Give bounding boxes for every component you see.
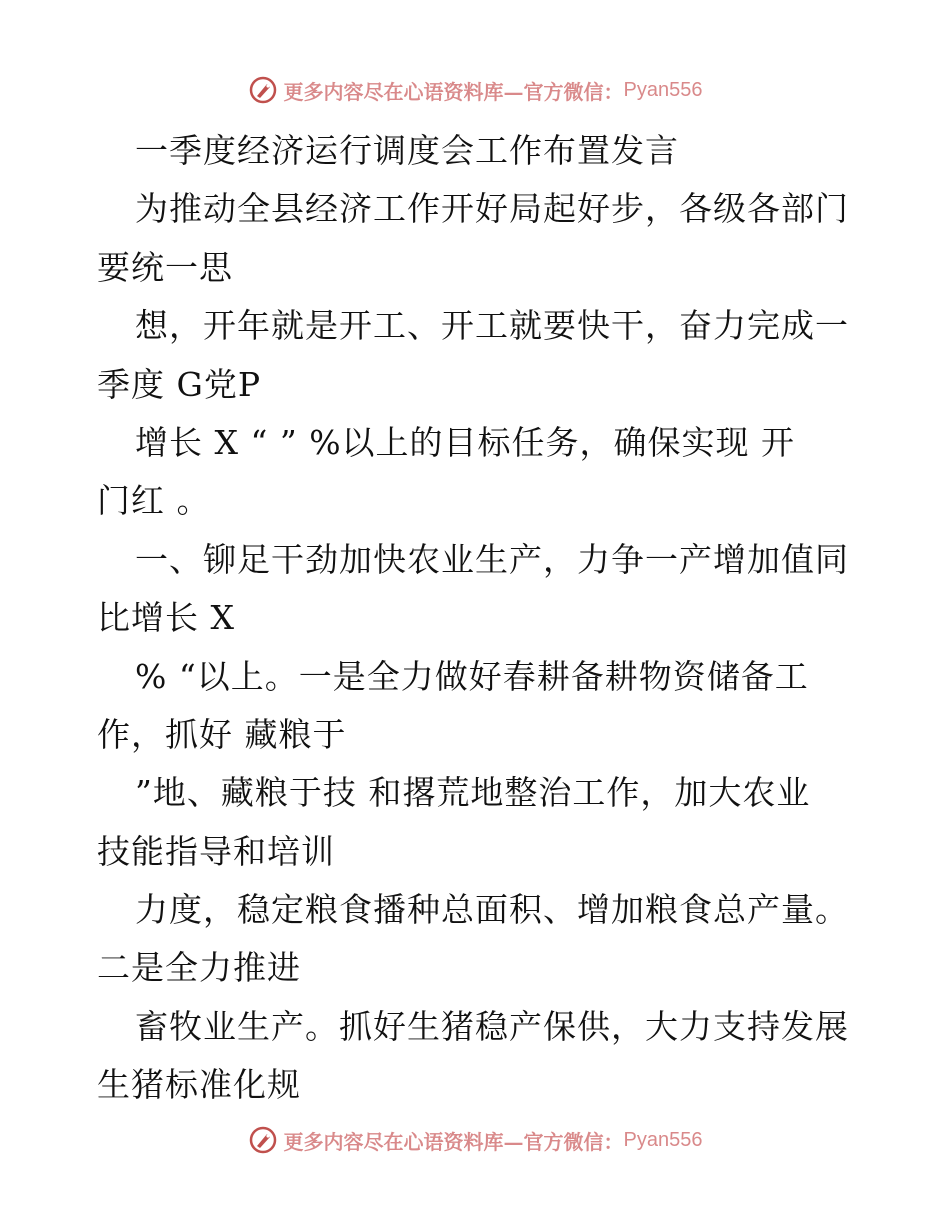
document-line: 作，抓好 藏粮于 [97, 714, 347, 754]
watermark-account: Pyan556 [623, 1128, 703, 1151]
pen-nib-logo-icon [248, 1125, 278, 1155]
document-line: 一、铆足干劲加快农业生产，力争一产增加值同 [135, 539, 849, 579]
document-line: 增长 X “ ” %以上的目标任务，确保实现 开 [135, 422, 796, 462]
document-line: % “以上。一是全力做好春耕备耕物资储备工 [135, 656, 809, 696]
document-line: 技能指导和培训 [97, 831, 335, 871]
header-watermark [0, 70, 950, 110]
document-line: 门红 。 [97, 481, 211, 521]
document-line: 生猪标准化规 [97, 1065, 301, 1105]
watermark-text: 更多内容尽在心语资料库—官方微信： [283, 1129, 624, 1154]
document-line: 想，开年就是开工、开工就要快干，奋力完成一 [135, 306, 849, 346]
watermark-text: 更多内容尽在心语资料库—官方微信： [283, 79, 624, 104]
document-line: ”地、藏粮于技 和撂荒地整治工作，加大农业 [135, 773, 811, 813]
pen-nib-logo-icon [248, 75, 278, 105]
document-line: 二是全力推进 [97, 948, 301, 988]
document-line: 比增长 X [97, 598, 235, 638]
document-body [97, 122, 857, 1115]
document-line: 力度，稳定粮食播种总面积、增加粮食总产量。 [135, 890, 849, 930]
document-line: 季度 G党P [97, 364, 262, 404]
watermark-account: Pyan556 [623, 78, 703, 101]
document-line: 畜牧业生产。抓好生猪稳产保供，大力支持发展 [135, 1006, 849, 1046]
document-line: 为推动全县经济工作开好局起好步，各级各部门 [135, 189, 849, 229]
document-title: 一季度经济运行调度会工作布置发言 [135, 131, 679, 170]
footer-watermark [0, 1120, 950, 1160]
document-line: 要统一思 [97, 247, 233, 287]
